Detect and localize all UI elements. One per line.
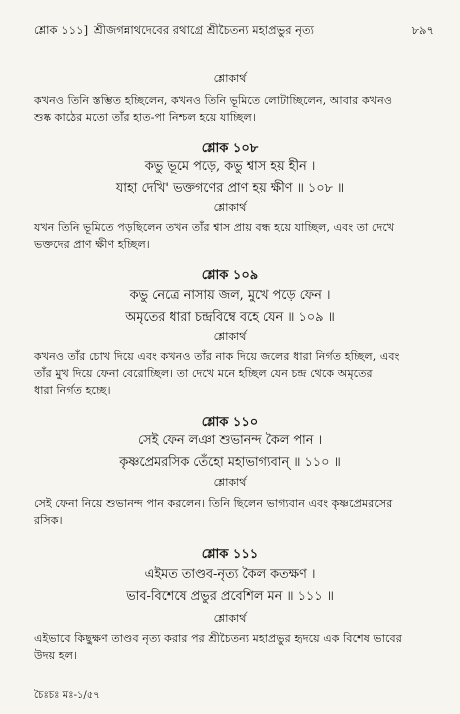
translation-line: শুষ্ক কাঠের মতো তাঁর হাত-পা নিশ্চল হয়ে যাচ্ছিল। (34, 111, 256, 124)
verse-title: শ্লোক ১০৯ (201, 268, 259, 283)
verse-line: সেই ফেন লঞা শুভানন্দ কৈল পান । (137, 433, 323, 448)
signature-mark: চৈঃচঃ মঃ-১/৫৭ (34, 690, 100, 701)
verse-line: ভাব-বিশেষে প্রভুর প্রবেশিল মন ॥ ১১১ ॥ (126, 589, 334, 604)
translation-line: যখন তিনি ভূমিতে পড়ছিলেন তখন তাঁর শ্বাস প্রায় বন্ধ হয়ে যাচ্ছিল, এবং তা দেখে (34, 221, 395, 234)
translation-paragraph (34, 348, 434, 399)
verse-line: যাহা দেখি' ভক্তগণের প্রাণ হয় ক্ষীণ ॥ ১০৮ ॥ (115, 181, 345, 196)
translation-label: শ্লোকার্থ (213, 476, 247, 489)
translation-line: ভক্তদের প্রাণ ক্ষীণ হচ্ছিল। (34, 238, 150, 251)
verse-text (0, 285, 460, 329)
page-number: ৮৯৭ (411, 23, 434, 37)
translation-label: শ্লোকার্থ (213, 330, 247, 343)
translation-line: সেই ফেনা নিয়ে শুভানন্দ পান করলেন। তিনি ছিলেন ভাগ্যবান এবং কৃষ্ণপ্রেমরসের (34, 497, 393, 510)
verse-line: এইমত তাণ্ডব-নৃত্য কৈল কতক্ষণ । (144, 567, 316, 582)
verse-title: শ্লোক ১১০ (201, 415, 259, 430)
translation-paragraph (34, 495, 434, 529)
verse-title: শ্লোক ১০৮ (201, 141, 259, 156)
translation-paragraph (34, 92, 434, 126)
translation-line: কখনও তাঁর চোখ দিয়ে এবং কখনও তাঁর নাক দিয়ে জলের ধারা নির্গত হচ্ছিল, এবং (34, 350, 400, 363)
translation-line: ধারা নির্গত হচ্ছে। (34, 384, 111, 397)
translation-label: শ্লোকার্থ (213, 72, 247, 85)
verse-text (0, 156, 460, 200)
header-chapter-title: শ্রীজগন্নাথদেবের রথাগ্রে শ্রীচৈতন্য মহাপ্রভুর নৃত্য (94, 23, 315, 37)
verse-line: কভু ভূমে পড়ে, কভু শ্বাস হয় হীন । (144, 159, 316, 174)
header-verse-ref: শ্লোক ১১১] (34, 23, 89, 37)
translation-paragraph (34, 630, 434, 664)
translation-label: শ্লোকার্থ (213, 201, 247, 214)
verse-line: কভু নেত্রে নাসায় জল, মুখে পড়ে ফেন । (129, 288, 331, 303)
verse-text (0, 564, 460, 608)
verse-line: অমৃতের ধারা চন্দ্রবিম্বে বহে যেন ॥ ১০৯ ॥ (125, 310, 335, 325)
translation-label: শ্লোকার্থ (213, 612, 247, 625)
verse-title: শ্লোক ১১১ (201, 547, 259, 562)
translation-line: কখনও তিনি স্তম্ভিত হচ্ছিলেন, কখনও তিনি ভূমিতে লোটাচ্ছিলেন, আবার কখনও (34, 94, 393, 107)
translation-paragraph (34, 219, 434, 253)
translation-line: উদয় হল। (34, 649, 77, 662)
translation-line: তাঁর মুখ দিয়ে ফেনা বেরোচ্ছিল। তা দেখে মনে হচ্ছিল যেন চন্দ্র থেকে অমৃতের (34, 367, 373, 380)
verse-text (0, 430, 460, 474)
translation-line: রসিক। (34, 514, 63, 527)
translation-line: এইভাবে কিছুক্ষণ তাণ্ডব নৃত্য করার পর শ্রীচৈতন্য মহাপ্রভুর হৃদয়ে এক বিশেষ ভাবের (34, 632, 402, 645)
verse-line: কৃষ্ণপ্রেমরসিক তেঁহো মহাভাগ্যবান্ ॥ ১১০ ॥ (119, 455, 341, 470)
